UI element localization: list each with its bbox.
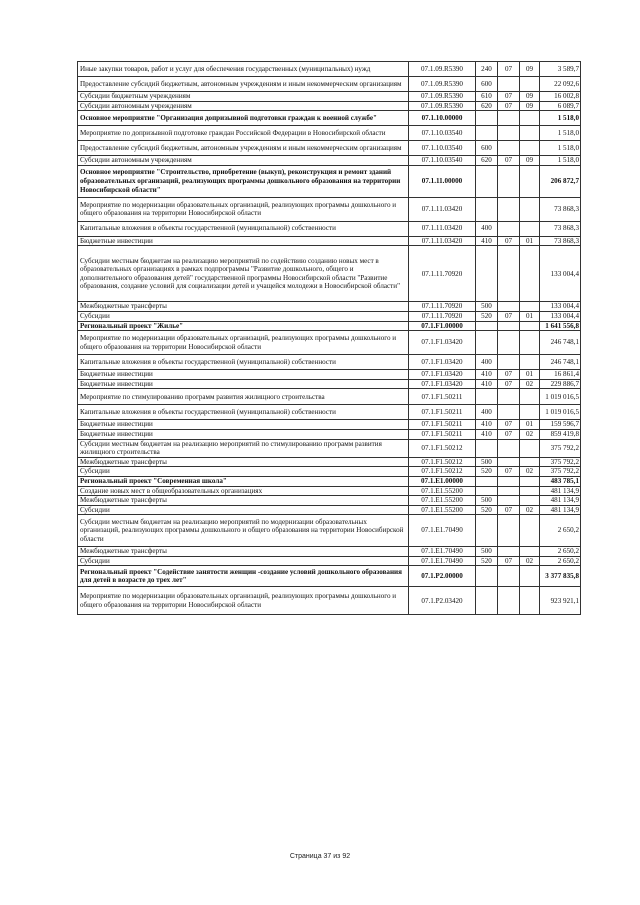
row-code: 07.1.F1.50212 <box>409 457 476 467</box>
row-amount: 2 650,2 <box>540 556 581 566</box>
row-amount: 133 004,4 <box>540 246 581 302</box>
row-code: 07.1.11.03420 <box>409 197 476 221</box>
row-vr: 410 <box>476 429 498 439</box>
row-vr <box>476 111 498 126</box>
row-vr: 520 <box>476 505 498 515</box>
row-amount: 481 134,9 <box>540 496 581 506</box>
row-pr <box>520 165 540 197</box>
row-vr: 520 <box>476 311 498 321</box>
row-pr <box>520 331 540 355</box>
row-pr <box>520 566 540 587</box>
row-pr: 09 <box>520 92 540 102</box>
budget-table-body <box>78 62 581 615</box>
row-code: 07.1.P2.03420 <box>409 587 476 615</box>
row-amount: 2 650,2 <box>540 515 581 547</box>
row-pr: 02 <box>520 379 540 389</box>
row-rz <box>498 355 520 370</box>
row-rz <box>498 321 520 331</box>
row-vr <box>476 515 498 547</box>
table-row <box>78 457 581 467</box>
row-code: 07.1.F1.00000 <box>409 321 476 331</box>
table-row <box>78 156 581 166</box>
budget-table <box>77 61 581 615</box>
row-amount: 73 868,3 <box>540 197 581 221</box>
row-rz: 07 <box>498 556 520 566</box>
row-vr: 600 <box>476 141 498 156</box>
table-row <box>78 505 581 515</box>
row-pr <box>520 246 540 302</box>
row-rz <box>498 496 520 506</box>
row-amount: 483 785,1 <box>540 476 581 486</box>
row-code: 07.1.11.70920 <box>409 302 476 312</box>
row-name: Субсидии <box>78 467 409 477</box>
row-pr <box>520 587 540 615</box>
row-code: 07.1.E1.70490 <box>409 547 476 557</box>
row-rz <box>498 515 520 547</box>
row-name: Субсидии <box>78 556 409 566</box>
row-vr: 600 <box>476 77 498 92</box>
row-vr: 400 <box>476 405 498 420</box>
row-pr <box>520 496 540 506</box>
table-row <box>78 420 581 430</box>
table-row <box>78 111 581 126</box>
row-pr <box>520 355 540 370</box>
row-amount: 1 518,0 <box>540 141 581 156</box>
row-name: Региональный проект "Жилье" <box>78 321 409 331</box>
row-pr: 09 <box>520 156 540 166</box>
row-amount: 481 134,9 <box>540 505 581 515</box>
row-rz <box>498 111 520 126</box>
row-pr: 01 <box>520 370 540 380</box>
row-name: Межбюджетные трансферты <box>78 496 409 506</box>
row-code: 07.1.09.R5390 <box>409 101 476 111</box>
table-row <box>78 197 581 221</box>
row-name: Субсидии местным бюджетам на реализацию мероприятий по стимулированию программ развития жилищного строительства <box>78 439 409 457</box>
row-code: 07.1.F1.50211 <box>409 429 476 439</box>
table-row <box>78 515 581 547</box>
row-name: Предоставление субсидий бюджетным, автономным учреждениям и иным некоммерческим организациям <box>78 141 409 156</box>
row-pr <box>520 77 540 92</box>
row-vr: 500 <box>476 496 498 506</box>
row-code: 07.1.10.00000 <box>409 111 476 126</box>
table-row <box>78 321 581 331</box>
row-code: 07.1.10.03540 <box>409 156 476 166</box>
row-rz <box>498 126 520 141</box>
table-row <box>78 331 581 355</box>
row-code: 07.1.E1.70490 <box>409 556 476 566</box>
row-name: Капитальные вложения в объекты государственной (муниципальной) собственности <box>78 221 409 236</box>
row-amount: 1 019 016,5 <box>540 389 581 405</box>
row-name: Субсидии автономным учреждениям <box>78 156 409 166</box>
row-pr: 09 <box>520 101 540 111</box>
table-row <box>78 77 581 92</box>
row-amount: 375 792,2 <box>540 439 581 457</box>
row-name: Основное мероприятие "Организация допризывной подготовки граждан к военной службе" <box>78 111 409 126</box>
row-rz: 07 <box>498 370 520 380</box>
row-vr <box>476 439 498 457</box>
row-code: 07.1.09.R5390 <box>409 77 476 92</box>
row-name: Мероприятие по модернизации образовательных организаций, реализующих программы дошкольного и общего образования на территории Новосибирской области <box>78 197 409 221</box>
table-row <box>78 62 581 77</box>
row-amount: 159 596,7 <box>540 420 581 430</box>
row-code: 07.1.F1.50211 <box>409 405 476 420</box>
table-row <box>78 429 581 439</box>
row-rz: 07 <box>498 156 520 166</box>
table-row <box>78 389 581 405</box>
table-row <box>78 236 581 246</box>
row-amount: 246 748,1 <box>540 355 581 370</box>
row-vr: 610 <box>476 92 498 102</box>
row-rz <box>498 439 520 457</box>
row-pr <box>520 405 540 420</box>
row-pr: 02 <box>520 429 540 439</box>
row-vr <box>476 486 498 496</box>
row-amount: 923 921,1 <box>540 587 581 615</box>
row-vr: 410 <box>476 420 498 430</box>
row-amount: 73 868,3 <box>540 236 581 246</box>
row-code: 07.1.F1.03420 <box>409 355 476 370</box>
row-pr: 02 <box>520 467 540 477</box>
row-pr: 02 <box>520 556 540 566</box>
row-rz: 07 <box>498 92 520 102</box>
row-amount: 133 004,4 <box>540 311 581 321</box>
table-row <box>78 141 581 156</box>
row-rz: 07 <box>498 505 520 515</box>
row-amount: 2 650,2 <box>540 547 581 557</box>
row-rz <box>498 587 520 615</box>
row-amount: 1 518,0 <box>540 126 581 141</box>
row-name: Предоставление субсидий бюджетным, автономным учреждениям и иным некоммерческим организациям <box>78 77 409 92</box>
row-code: 07.1.F1.03420 <box>409 331 476 355</box>
row-code: 07.1.11.70920 <box>409 311 476 321</box>
row-code: 07.1.F1.03420 <box>409 379 476 389</box>
row-vr: 400 <box>476 221 498 236</box>
table-row <box>78 405 581 420</box>
row-pr <box>520 486 540 496</box>
row-name: Межбюджетные трансферты <box>78 457 409 467</box>
row-amount: 1 019 016,5 <box>540 405 581 420</box>
row-pr: 09 <box>520 62 540 77</box>
row-code: 07.1.F1.50211 <box>409 389 476 405</box>
row-rz: 07 <box>498 236 520 246</box>
row-vr <box>476 197 498 221</box>
row-name: Мероприятие по допризывной подготовке граждан Российской Федерации в Новосибирской области <box>78 126 409 141</box>
row-vr: 410 <box>476 370 498 380</box>
table-row <box>78 467 581 477</box>
row-rz: 07 <box>498 379 520 389</box>
table-row <box>78 486 581 496</box>
row-name: Создание новых мест в общеобразовательных организациях <box>78 486 409 496</box>
row-pr <box>520 111 540 126</box>
row-rz <box>498 77 520 92</box>
row-pr <box>520 547 540 557</box>
row-rz: 07 <box>498 429 520 439</box>
row-name: Капитальные вложения в объекты государственной (муниципальной) собственности <box>78 405 409 420</box>
row-name: Бюджетные инвестиции <box>78 420 409 430</box>
row-amount: 1 518,0 <box>540 156 581 166</box>
table-row <box>78 311 581 321</box>
row-vr: 520 <box>476 556 498 566</box>
row-amount: 16 861,4 <box>540 370 581 380</box>
row-code: 07.1.E1.00000 <box>409 476 476 486</box>
row-pr <box>520 439 540 457</box>
table-row <box>78 126 581 141</box>
row-pr <box>520 515 540 547</box>
row-amount: 375 792,2 <box>540 457 581 467</box>
row-code: 07.1.E1.70490 <box>409 515 476 547</box>
table-row <box>78 370 581 380</box>
row-amount: 3 377 835,8 <box>540 566 581 587</box>
row-pr <box>520 221 540 236</box>
row-code: 07.1.E1.55200 <box>409 505 476 515</box>
row-vr: 500 <box>476 302 498 312</box>
table-row <box>78 246 581 302</box>
row-name: Региональный проект "Современная школа" <box>78 476 409 486</box>
row-name: Субсидии бюджетным учреждениям <box>78 92 409 102</box>
row-amount: 73 868,3 <box>540 221 581 236</box>
row-rz <box>498 246 520 302</box>
row-amount: 206 872,7 <box>540 165 581 197</box>
row-vr <box>476 126 498 141</box>
table-row <box>78 165 581 197</box>
row-amount: 375 792,2 <box>540 467 581 477</box>
row-rz <box>498 486 520 496</box>
row-vr <box>476 566 498 587</box>
row-pr: 02 <box>520 505 540 515</box>
row-name: Межбюджетные трансферты <box>78 302 409 312</box>
row-pr <box>520 321 540 331</box>
row-amount: 481 134,9 <box>540 486 581 496</box>
table-row <box>78 566 581 587</box>
row-pr <box>520 476 540 486</box>
table-row <box>78 379 581 389</box>
row-rz: 07 <box>498 101 520 111</box>
row-amount: 1 518,0 <box>540 111 581 126</box>
table-row <box>78 476 581 486</box>
row-vr: 620 <box>476 101 498 111</box>
row-amount: 16 002,8 <box>540 92 581 102</box>
row-rz <box>498 221 520 236</box>
row-pr: 01 <box>520 311 540 321</box>
table-row <box>78 101 581 111</box>
row-rz <box>498 302 520 312</box>
row-pr <box>520 126 540 141</box>
budget-table-container <box>77 61 580 615</box>
row-vr <box>476 246 498 302</box>
row-name: Субсидии местным бюджетам на реализацию мероприятий по модернизации образовательных организаций, реализующих программы дошкольного и общего образования на территории Новосибирской области <box>78 515 409 547</box>
row-code: 07.1.E1.55200 <box>409 496 476 506</box>
row-rz <box>498 405 520 420</box>
row-amount: 246 748,1 <box>540 331 581 355</box>
row-code: 07.1.09.R5390 <box>409 92 476 102</box>
row-vr <box>476 476 498 486</box>
row-code: 07.1.11.03420 <box>409 221 476 236</box>
row-amount: 6 089,7 <box>540 101 581 111</box>
row-vr: 410 <box>476 236 498 246</box>
row-vr: 500 <box>476 457 498 467</box>
row-name: Мероприятие по модернизации образовательных организаций, реализующих программы дошкольного и общего образования на территории Новосибирской области <box>78 331 409 355</box>
row-amount: 133 004,4 <box>540 302 581 312</box>
row-name: Субсидии местным бюджетам на реализацию мероприятий по содействию созданию новых мест в образовательных организациях в рамках подпрограммы "Развитие дошкольного, общего и дополнительного образования детей" государственной программы Новосибирской области "Развитие образования, создание условий для социализации детей и учащейся молодежи в Новосибирской области" <box>78 246 409 302</box>
row-vr: 240 <box>476 62 498 77</box>
row-vr: 500 <box>476 547 498 557</box>
row-vr <box>476 321 498 331</box>
row-amount: 229 886,7 <box>540 379 581 389</box>
row-name: Бюджетные инвестиции <box>78 236 409 246</box>
row-code: 07.1.11.03420 <box>409 236 476 246</box>
table-row <box>78 587 581 615</box>
row-pr: 01 <box>520 236 540 246</box>
row-code: 07.1.E1.55200 <box>409 486 476 496</box>
row-rz <box>498 566 520 587</box>
row-rz <box>498 457 520 467</box>
row-code: 07.1.F1.50211 <box>409 420 476 430</box>
row-name: Иные закупки товаров, работ и услуг для обеспечения государственных (муниципальных) нужд <box>78 62 409 77</box>
table-row <box>78 92 581 102</box>
row-name: Субсидии <box>78 505 409 515</box>
table-row <box>78 496 581 506</box>
row-code: 07.1.11.00000 <box>409 165 476 197</box>
row-pr: 01 <box>520 420 540 430</box>
row-rz: 07 <box>498 420 520 430</box>
row-vr: 620 <box>476 156 498 166</box>
row-name: Мероприятие по модернизации образовательных организаций, реализующих программы дошкольного и общего образования на территории Новосибирской области <box>78 587 409 615</box>
row-rz <box>498 547 520 557</box>
row-name: Основное мероприятие "Строительство, приобретение (выкуп), реконструкция и ремонт зданий образовательных организаций, реализующих программы дошкольного образования на территории Новосибирской области" <box>78 165 409 197</box>
row-vr <box>476 165 498 197</box>
row-vr: 410 <box>476 379 498 389</box>
row-name: Бюджетные инвестиции <box>78 429 409 439</box>
row-amount: 3 589,7 <box>540 62 581 77</box>
row-name: Бюджетные инвестиции <box>78 379 409 389</box>
row-rz: 07 <box>498 467 520 477</box>
table-row <box>78 221 581 236</box>
row-amount: 22 092,6 <box>540 77 581 92</box>
row-vr <box>476 587 498 615</box>
row-code: 07.1.10.03540 <box>409 126 476 141</box>
row-vr <box>476 331 498 355</box>
row-rz <box>498 476 520 486</box>
row-name: Региональный проект "Содействие занятости женщин -создание условий дошкольного образования для детей в возрасте до трех лет" <box>78 566 409 587</box>
table-row <box>78 355 581 370</box>
row-rz <box>498 141 520 156</box>
row-name: Мероприятие по стимулированию программ развития жилищного строительства <box>78 389 409 405</box>
table-row <box>78 302 581 312</box>
row-code: 07.1.10.03540 <box>409 141 476 156</box>
table-row <box>78 439 581 457</box>
row-name: Капитальные вложения в объекты государственной (муниципальной) собственности <box>78 355 409 370</box>
row-pr <box>520 197 540 221</box>
row-pr <box>520 389 540 405</box>
row-rz <box>498 389 520 405</box>
row-name: Субсидии <box>78 311 409 321</box>
row-amount: 1 641 556,8 <box>540 321 581 331</box>
row-name: Бюджетные инвестиции <box>78 370 409 380</box>
row-code: 07.1.F1.50212 <box>409 439 476 457</box>
table-row <box>78 556 581 566</box>
row-vr: 400 <box>476 355 498 370</box>
row-vr: 520 <box>476 467 498 477</box>
row-pr <box>520 457 540 467</box>
row-rz <box>498 165 520 197</box>
row-rz: 07 <box>498 311 520 321</box>
row-pr <box>520 302 540 312</box>
row-name: Межбюджетные трансферты <box>78 547 409 557</box>
row-amount: 859 419,8 <box>540 429 581 439</box>
row-code: 07.1.P2.00000 <box>409 566 476 587</box>
row-code: 07.1.F1.50212 <box>409 467 476 477</box>
row-code: 07.1.09.R5390 <box>409 62 476 77</box>
row-rz: 07 <box>498 62 520 77</box>
row-vr <box>476 389 498 405</box>
row-rz <box>498 331 520 355</box>
row-pr <box>520 141 540 156</box>
row-code: 07.1.11.70920 <box>409 246 476 302</box>
page-footer: Страница 37 из 92 <box>289 853 351 860</box>
row-code: 07.1.F1.03420 <box>409 370 476 380</box>
table-row <box>78 547 581 557</box>
row-rz <box>498 197 520 221</box>
row-name: Субсидии автономным учреждениям <box>78 101 409 111</box>
